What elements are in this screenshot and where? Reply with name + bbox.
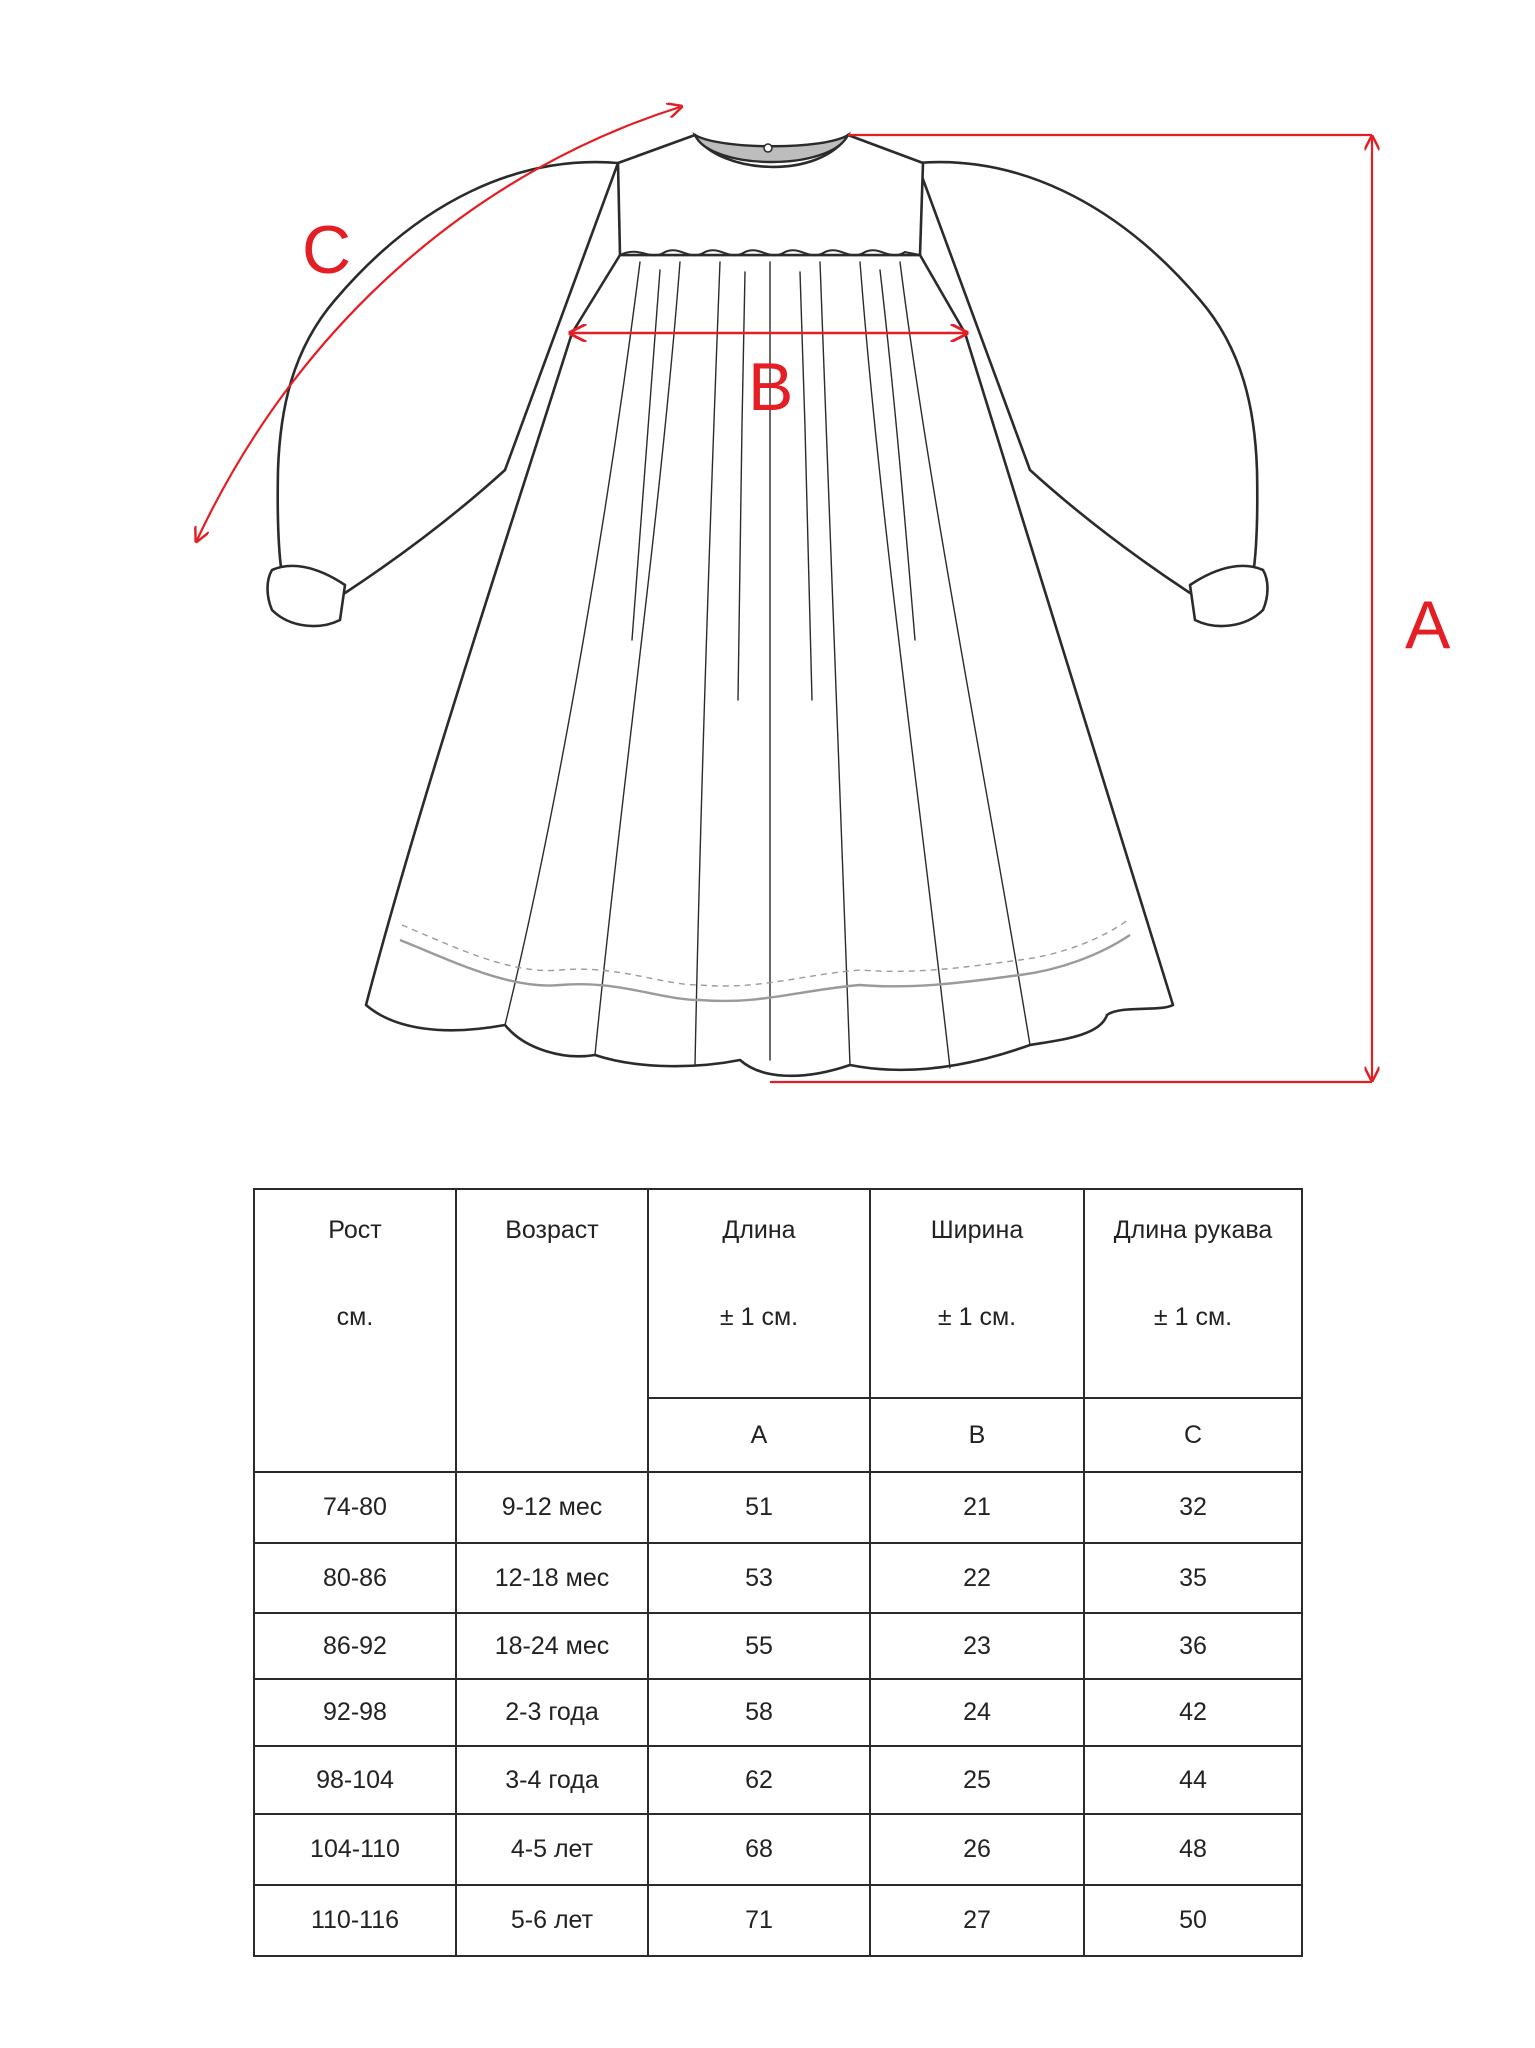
table-header-row bbox=[254, 1189, 1302, 1398]
header-length-title: Длина bbox=[722, 1216, 796, 1244]
cell-height: 98-104 bbox=[254, 1746, 456, 1814]
cell-sleeve: 32 bbox=[1084, 1472, 1302, 1543]
cell-length: 55 bbox=[648, 1613, 870, 1679]
cell-width: 24 bbox=[870, 1679, 1084, 1746]
measure-label-c: C bbox=[302, 212, 352, 288]
cell-width: 23 bbox=[870, 1613, 1084, 1679]
table-row bbox=[254, 1472, 1302, 1543]
cell-height: 104-110 bbox=[254, 1814, 456, 1885]
table-row bbox=[254, 1746, 1302, 1814]
measure-label-b: B bbox=[748, 349, 794, 425]
header-width-unit: ± 1 см. bbox=[937, 1303, 1017, 1331]
header-width-letter: B bbox=[870, 1398, 1084, 1472]
cell-age: 18-24 мес bbox=[456, 1613, 648, 1679]
header-sleeve-letter: C bbox=[1084, 1398, 1302, 1472]
neck-button bbox=[764, 144, 772, 152]
header-width bbox=[870, 1189, 1084, 1398]
header-height bbox=[254, 1189, 456, 1472]
cell-length: 68 bbox=[648, 1814, 870, 1885]
header-length bbox=[648, 1189, 870, 1398]
header-sleeve-unit: ± 1 см. bbox=[1153, 1303, 1233, 1331]
table-row bbox=[254, 1814, 1302, 1885]
header-width-title: Ширина bbox=[930, 1216, 1024, 1244]
header-age bbox=[456, 1189, 648, 1472]
cell-width: 22 bbox=[870, 1543, 1084, 1613]
table-row bbox=[254, 1543, 1302, 1613]
cell-sleeve: 50 bbox=[1084, 1885, 1302, 1956]
cell-height: 80-86 bbox=[254, 1543, 456, 1613]
cell-age: 4-5 лет bbox=[456, 1814, 648, 1885]
cell-width: 26 bbox=[870, 1814, 1084, 1885]
cell-sleeve: 44 bbox=[1084, 1746, 1302, 1814]
cell-length: 71 bbox=[648, 1885, 870, 1956]
cell-width: 25 bbox=[870, 1746, 1084, 1814]
cell-length: 62 bbox=[648, 1746, 870, 1814]
cell-sleeve: 42 bbox=[1084, 1679, 1302, 1746]
cell-sleeve: 35 bbox=[1084, 1543, 1302, 1613]
table-row bbox=[254, 1613, 1302, 1679]
header-age-title: Возраст bbox=[505, 1216, 599, 1244]
cell-age: 3-4 года bbox=[456, 1746, 648, 1814]
cell-sleeve: 48 bbox=[1084, 1814, 1302, 1885]
cell-age: 12-18 мес bbox=[456, 1543, 648, 1613]
header-height-unit: см. bbox=[336, 1303, 374, 1331]
cell-age: 9-12 мес bbox=[456, 1472, 648, 1543]
cell-length: 58 bbox=[648, 1679, 870, 1746]
table-row bbox=[254, 1679, 1302, 1746]
cell-height: 74-80 bbox=[254, 1472, 456, 1543]
cell-length: 51 bbox=[648, 1472, 870, 1543]
cell-age: 5-6 лет bbox=[456, 1885, 648, 1956]
header-sleeve-title: Длина рукава bbox=[1113, 1216, 1273, 1244]
cell-length: 53 bbox=[648, 1543, 870, 1613]
cell-age: 2-3 года bbox=[456, 1679, 648, 1746]
header-sleeve bbox=[1084, 1189, 1302, 1398]
header-length-unit: ± 1 см. bbox=[719, 1303, 799, 1331]
cell-height: 86-92 bbox=[254, 1613, 456, 1679]
header-length-letter: A bbox=[648, 1398, 870, 1472]
size-table bbox=[253, 1188, 1303, 1957]
cell-sleeve: 36 bbox=[1084, 1613, 1302, 1679]
table-row bbox=[254, 1885, 1302, 1956]
cell-height: 110-116 bbox=[254, 1885, 456, 1956]
cell-width: 27 bbox=[870, 1885, 1084, 1956]
header-height-title: Рост bbox=[328, 1216, 382, 1244]
measure-label-a: A bbox=[1405, 587, 1451, 663]
cell-height: 92-98 bbox=[254, 1679, 456, 1746]
cell-width: 21 bbox=[870, 1472, 1084, 1543]
